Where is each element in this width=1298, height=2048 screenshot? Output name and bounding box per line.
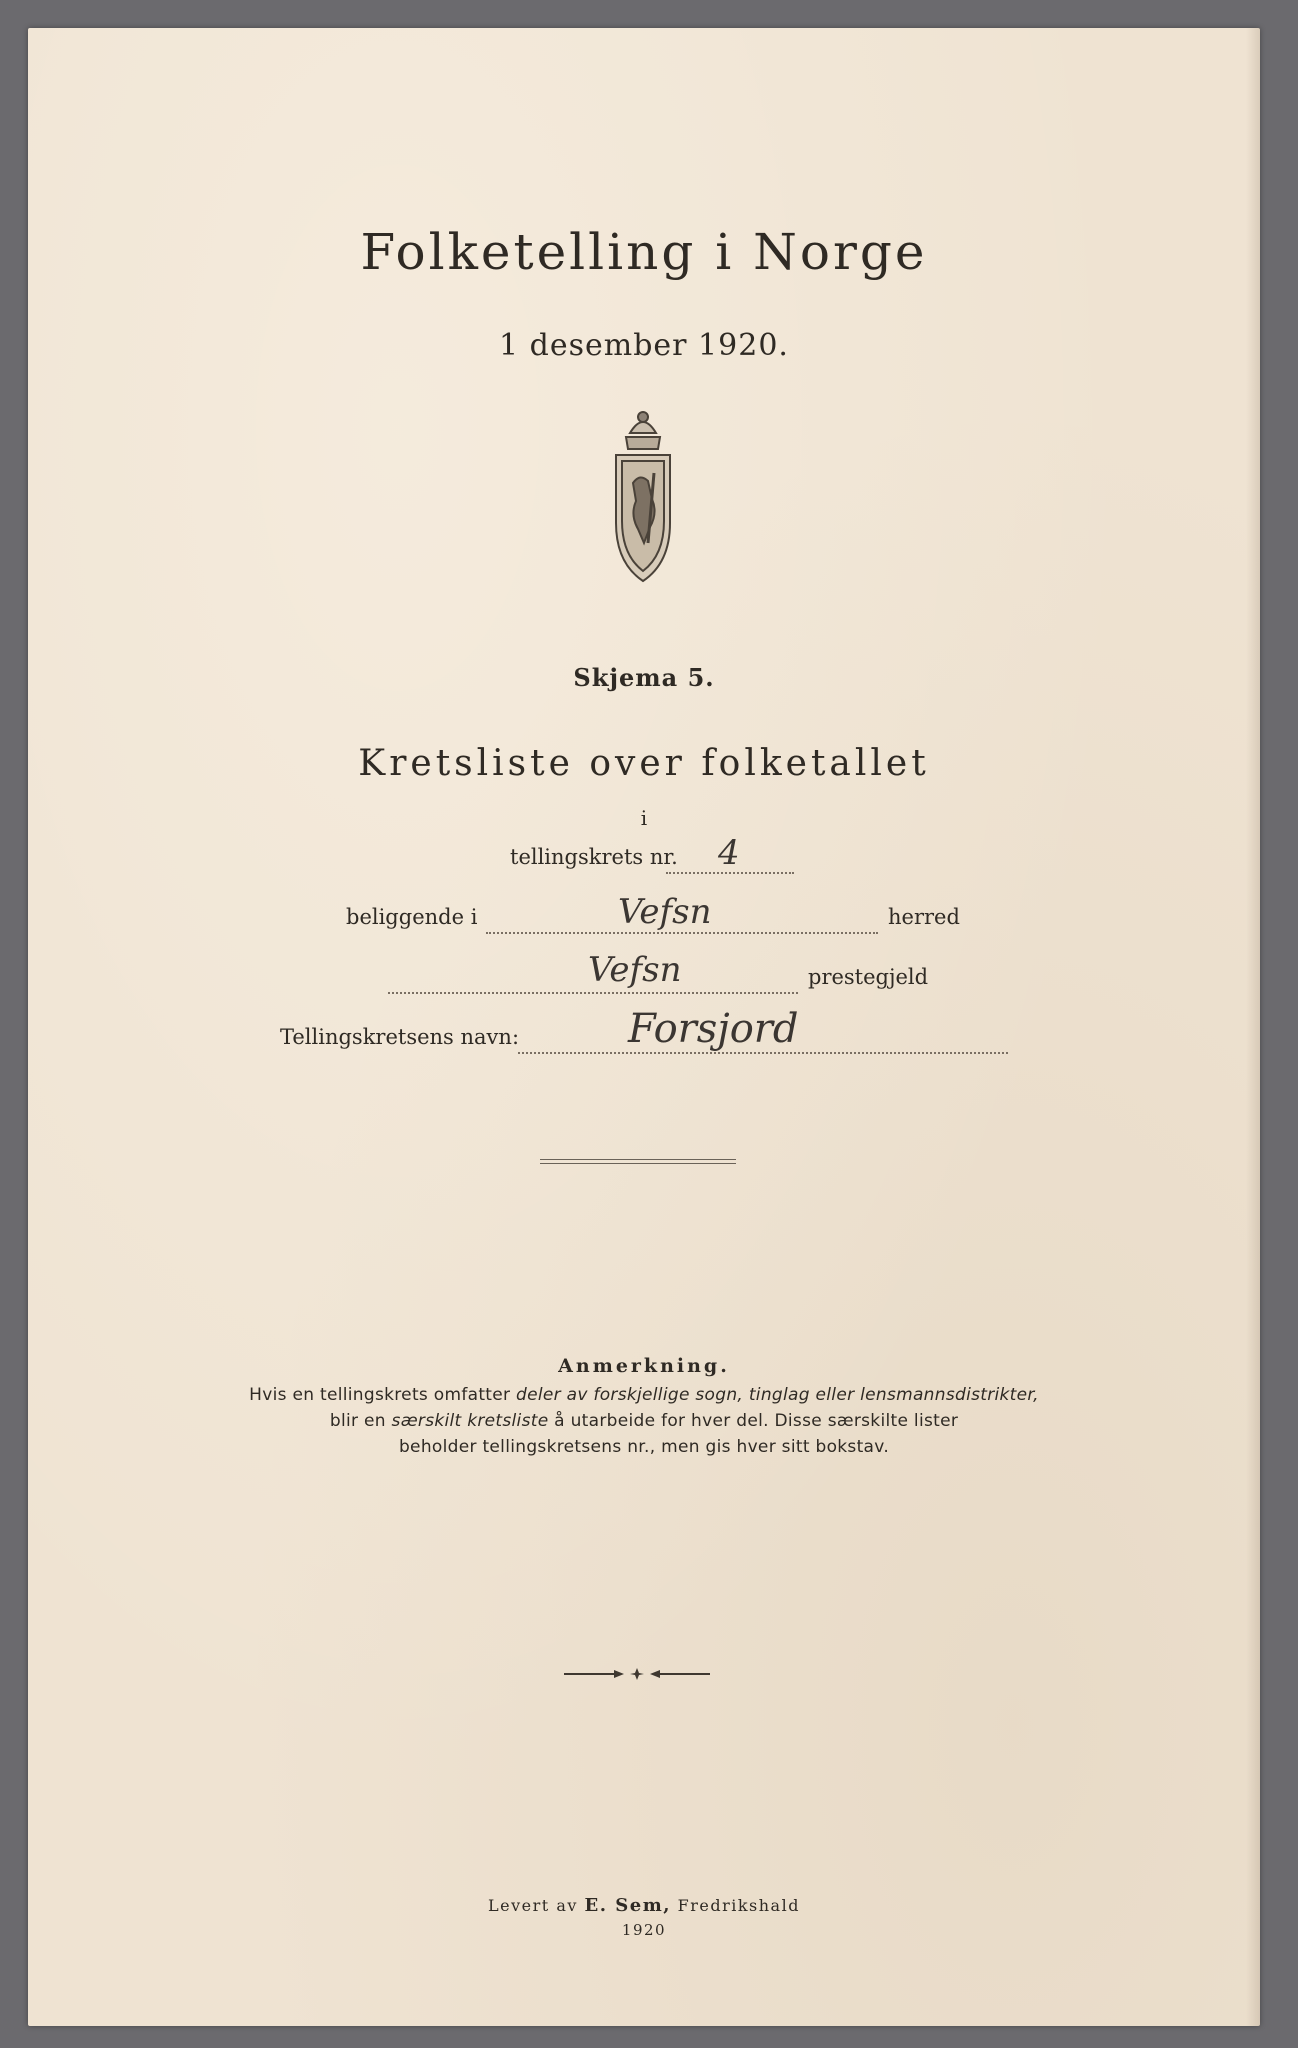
note-line-2a: blir en bbox=[329, 1411, 392, 1431]
note-line-1a: Hvis en tellingskrets omfatter bbox=[249, 1385, 517, 1405]
tellingskrets-value[interactable]: 4 bbox=[718, 833, 740, 873]
document-date: 1 desember 1920. bbox=[499, 328, 789, 363]
prestegjeld-line bbox=[388, 992, 798, 994]
note-line-2c: å utarbeide for hver del. Disse særskilte lister bbox=[548, 1411, 959, 1431]
note-line-2 bbox=[28, 1411, 1260, 1431]
note-heading: Anmerkning. bbox=[558, 1355, 730, 1377]
note-line-2b: særskilt kretsliste bbox=[391, 1411, 549, 1431]
coat-of-arms-icon bbox=[588, 403, 698, 603]
navn-value[interactable]: Forsjord bbox=[628, 1006, 799, 1052]
form-heading: Kretsliste over folketallet bbox=[358, 743, 930, 784]
document-title: Folketelling i Norge bbox=[360, 223, 928, 281]
printer-name: E. Sem, bbox=[584, 1895, 672, 1916]
beliggende-line bbox=[486, 932, 878, 934]
beliggende-label: beliggende i bbox=[346, 905, 478, 929]
printer-city: Fredrikshald bbox=[677, 1896, 800, 1915]
census-form-page bbox=[28, 28, 1260, 2026]
levert-text: Levert av bbox=[488, 1896, 578, 1915]
form-number: Skjema 5. bbox=[573, 663, 715, 692]
printer-year: 1920 bbox=[621, 1921, 667, 1939]
prestegjeld-label: prestegjeld bbox=[808, 965, 929, 989]
herred-label: herred bbox=[888, 905, 960, 929]
ornament-divider-icon bbox=[562, 1666, 712, 1682]
beliggende-value[interactable]: Vefsn bbox=[618, 892, 712, 932]
navn-line bbox=[518, 1052, 1008, 1054]
section-divider bbox=[540, 1159, 736, 1164]
navn-label: Tellingskretsens navn: bbox=[280, 1025, 520, 1049]
note-line-3: beholder tellingskretsens nr., men gis hver sitt bokstav. bbox=[398, 1437, 890, 1457]
connector-word: i bbox=[640, 806, 648, 830]
tellingskrets-label: tellingskrets nr. bbox=[510, 845, 678, 869]
note-line-1 bbox=[28, 1385, 1260, 1405]
note-line-1b: deler av forskjellige sogn, tinglag eller lensmannsdistrikter, bbox=[516, 1385, 1039, 1405]
printer-credit bbox=[28, 1895, 1260, 1916]
prestegjeld-value[interactable]: Vefsn bbox=[588, 950, 682, 990]
